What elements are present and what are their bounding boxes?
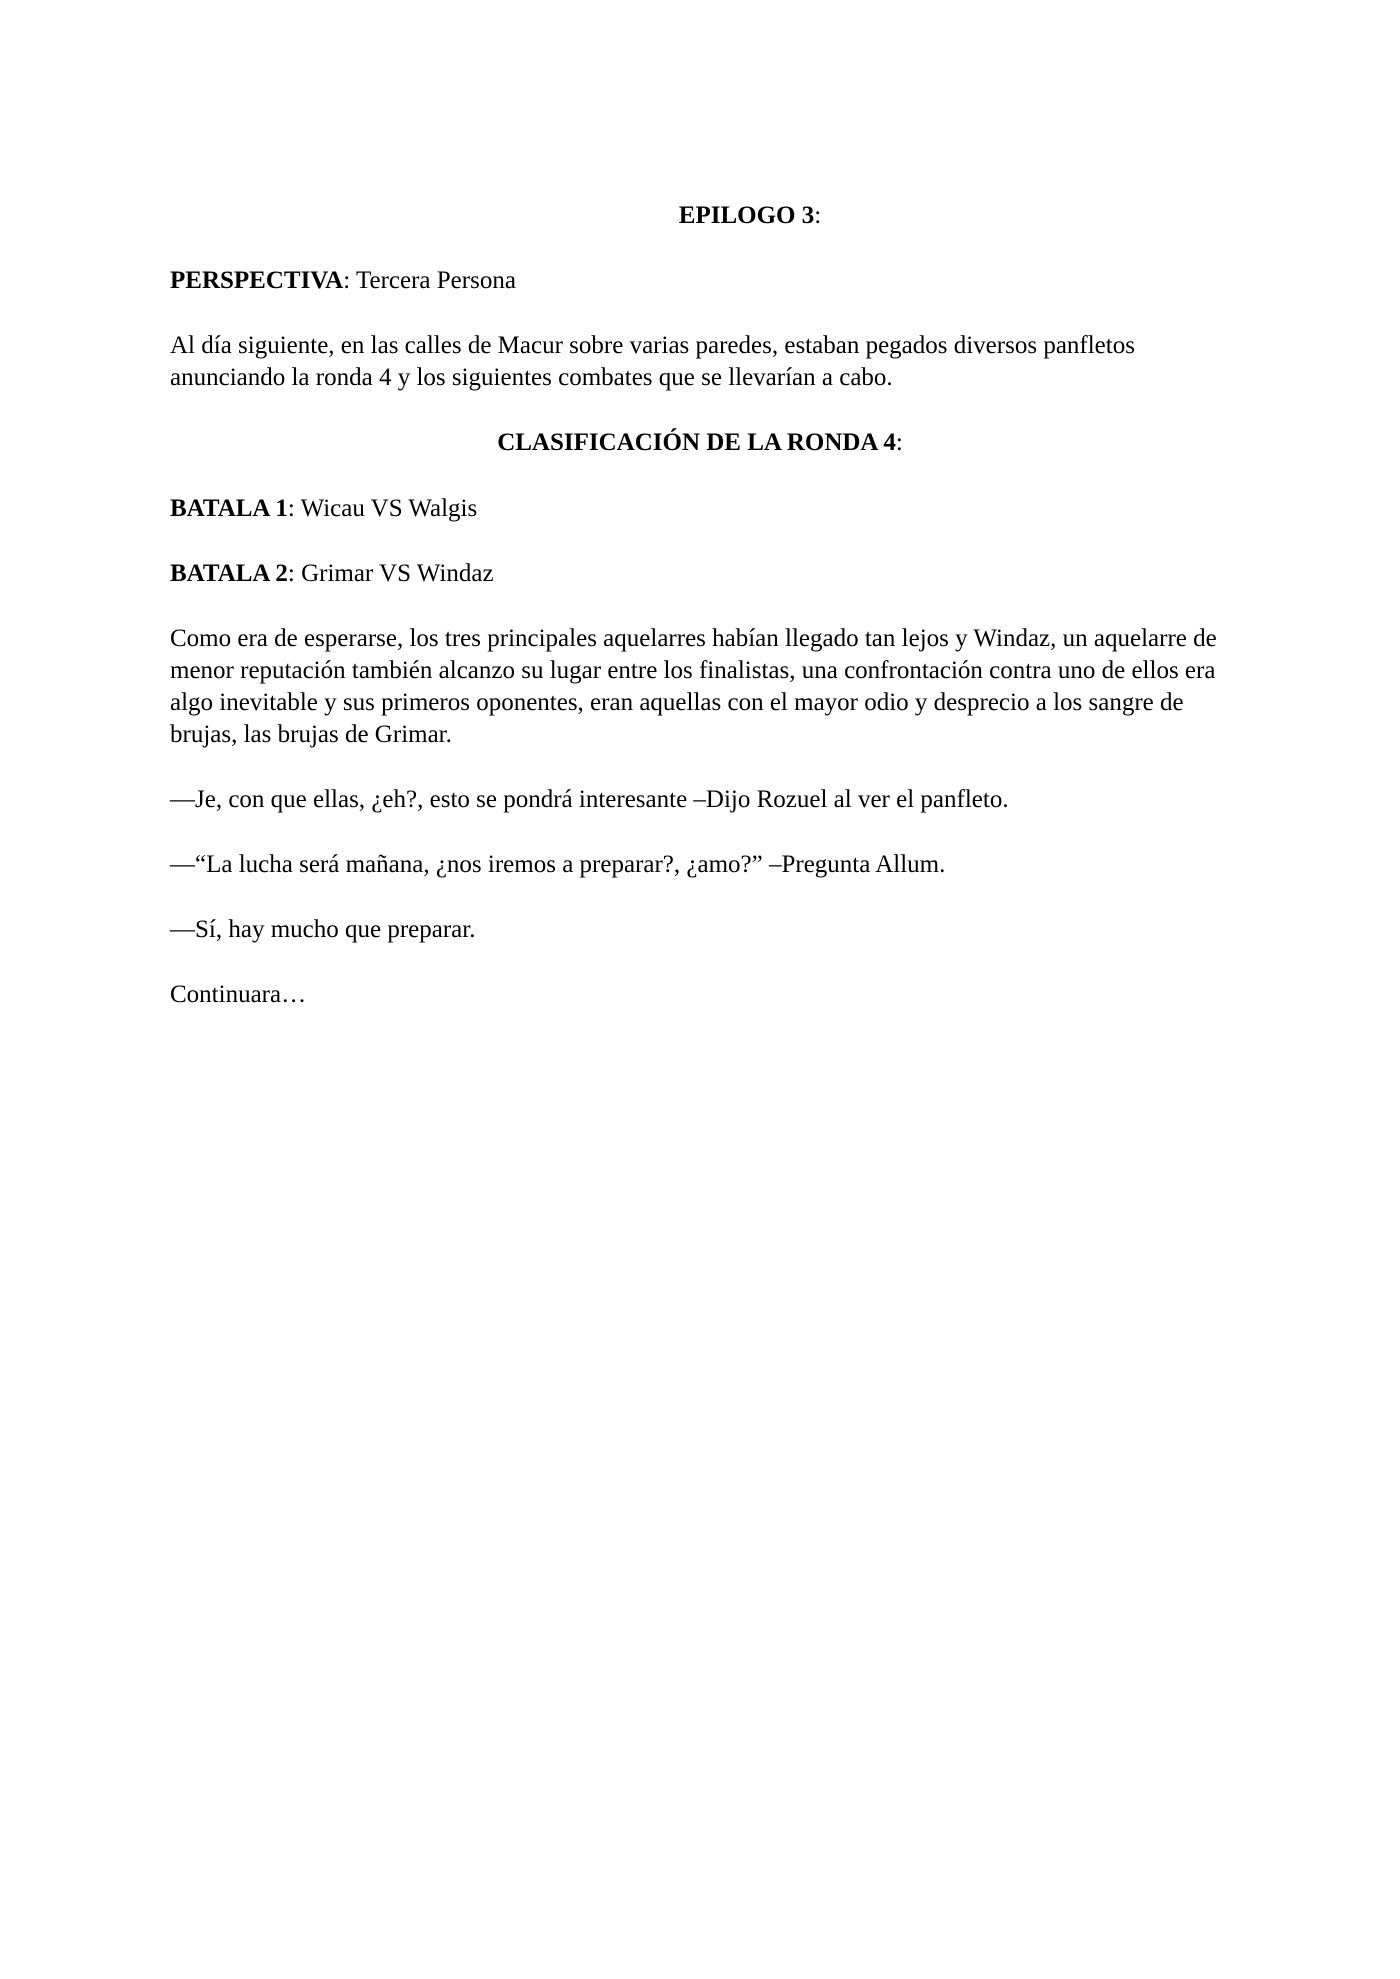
chapter-title-colon: :	[814, 202, 822, 229]
story-paragraph: Como era de esperarse, los tres principales aquelarres habían llegado tan lejos y Windaz, un aquelarre de menor reputación también alcanzo su lugar entre los finalistas, una confrontación contra uno de ellos era algo inevitable y sus primeros oponentes, eran aquellas con el mayor odio y desprecio a los sangre de brujas, las brujas de Grimar.	[170, 625, 1217, 748]
chapter-title-label: EPILOGO 3	[678, 202, 815, 229]
perspective-line	[170, 265, 1230, 297]
battle-colon: :	[287, 495, 295, 522]
document-body	[170, 200, 1230, 1044]
perspective-value: Tercera Persona	[350, 267, 516, 294]
intro-paragraph: Al día siguiente, en las calles de Macur sobre varias paredes, estaban pegados diversos panfletos anunciando la ronda 4 y los siguientes combates que se llevarían a cabo.	[170, 332, 1135, 391]
closing-line: Continuara…	[170, 981, 307, 1008]
battle-line-2	[170, 558, 1230, 590]
chapter-title	[170, 200, 1230, 232]
battle-label: BATALA 2	[170, 560, 288, 587]
classification-heading	[170, 427, 1230, 459]
classification-colon: :	[895, 429, 903, 456]
battle-matchup: Grimar VS Windaz	[294, 560, 494, 587]
dialogue-line-1: —Je, con que ellas, ¿eh?, esto se pondrá interesante –Dijo Rozuel al ver el panfleto.	[170, 786, 1009, 813]
perspective-colon: :	[343, 267, 351, 294]
classification-label: CLASIFICACIÓN DE LA RONDA 4	[497, 429, 896, 456]
battle-line-1	[170, 493, 1230, 525]
dialogue-line-2: —“La lucha será mañana, ¿nos iremos a preparar?, ¿amo?” –Pregunta Allum.	[170, 851, 946, 878]
battle-matchup: Wicau VS Walgis	[294, 495, 478, 522]
perspective-label: PERSPECTIVA	[170, 267, 344, 294]
battle-colon: :	[287, 560, 295, 587]
dialogue-line-3: —Sí, hay mucho que preparar.	[170, 916, 476, 943]
battle-label: BATALA 1	[170, 495, 288, 522]
